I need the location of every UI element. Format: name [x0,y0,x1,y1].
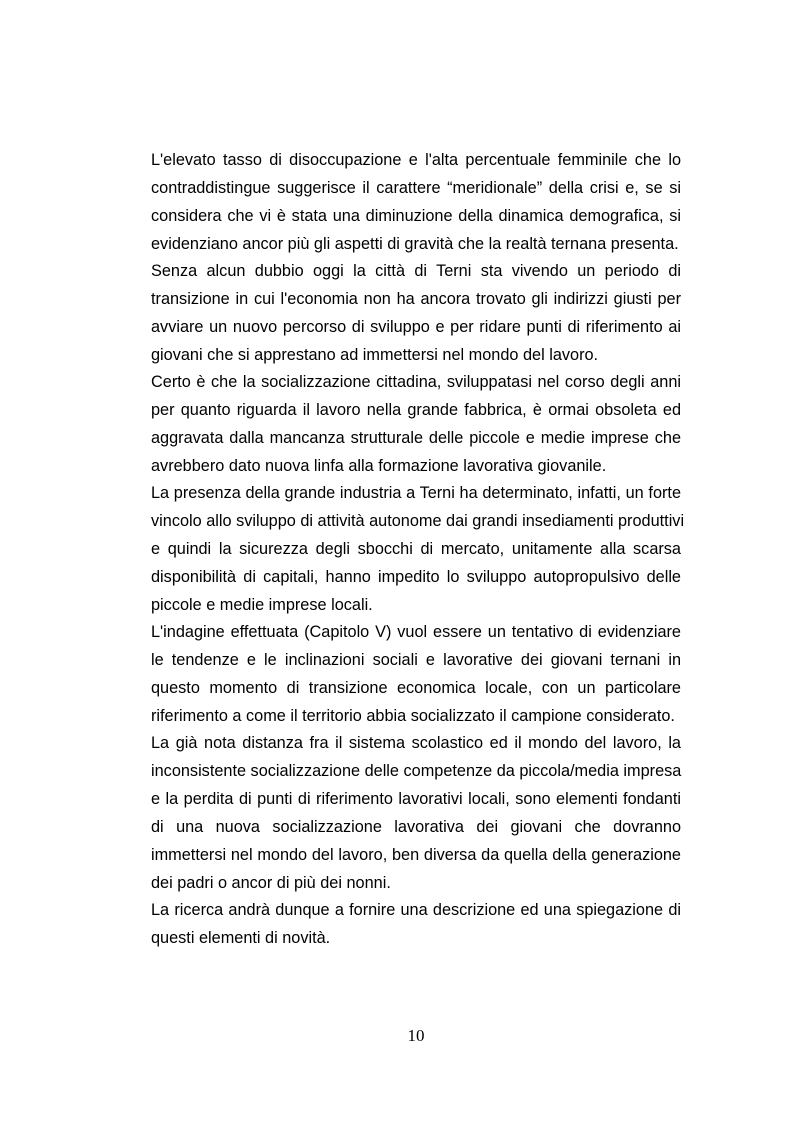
paragraph-1-line-4: evidenziano ancor più gli aspetti di gravità che la realtà ternana presenta. [151,235,679,253]
paragraph-5-line-1: L'indagine effettuata (Capitolo V) vuol essere un tentativo di evidenziare [151,623,681,641]
paragraph-1-line-1: L'elevato tasso di disoccupazione e l'alta percentuale femminile che lo [151,151,681,169]
paragraph-5-line-3: questo momento di transizione economica locale, con un particolare [151,679,681,697]
paragraph-4-line-3: e quindi la sicurezza degli sbocchi di mercato, unitamente alla scarsa [151,540,681,558]
paragraph-2-line-1: Senza alcun dubbio oggi la città di Terni sta vivendo un periodo di [151,262,681,280]
paragraph-7-line-2: questi elementi di novità. [151,929,331,947]
paragraph-6-line-4: di una nuova socializzazione lavorativa dei giovani che dovranno [151,818,681,836]
paragraph-4-line-5: piccole e medie imprese locali. [151,596,373,614]
paragraph-3-line-3: aggravata dalla mancanza strutturale delle piccole e medie imprese che [151,429,681,447]
page-number: 10 [407,1026,425,1045]
paragraph-6-line-5: immettersi nel mondo del lavoro, ben diversa da quella della generazione [151,846,681,864]
paragraph-7-line-1: La ricerca andrà dunque a fornire una descrizione ed una spiegazione di [151,901,681,919]
paragraph-2-line-4: giovani che si apprestano ad immettersi nel mondo del lavoro. [151,346,599,364]
paragraph-1-line-3: considera che vi è stata una diminuzione della dinamica demografica, si [151,207,681,225]
paragraph-2-line-3: avviare un nuovo percorso di sviluppo e per ridare punti di riferimento ai [151,318,681,336]
paragraph-6-line-3: e la perdita di punti di riferimento lavorativi locali, sono elementi fondanti [151,790,681,808]
paragraph-3-line-2: per quanto riguarda il lavoro nella grande fabbrica, è ormai obsoleta ed [151,401,681,419]
paragraph-5-line-4: riferimento a come il territorio abbia socializzato il campione considerato. [151,707,675,725]
paragraph-4-line-2: vincolo allo sviluppo di attività autonome dai grandi insediamenti produttivi [151,512,685,530]
paragraph-4-line-4: disponibilità di capitali, hanno impedito lo sviluppo autopropulsivo delle [151,568,681,586]
paragraph-4-line-1: La presenza della grande industria a Terni ha determinato, infatti, un forte [151,484,681,502]
paragraph-6-line-6: dei padri o ancor di più dei nonni. [151,874,391,892]
paragraph-6-line-2: inconsistente socializzazione delle competenze da piccola/media impresa [151,762,682,780]
paragraph-3-line-4: avrebbero dato nuova linfa alla formazione lavorativa giovanile. [151,457,607,475]
paragraph-1-line-2: contraddistingue suggerisce il carattere “meridionale” della crisi e, se si [151,179,681,197]
paragraph-2-line-2: transizione in cui l'economia non ha ancora trovato gli indirizzi giusti per [151,290,681,308]
paragraph-6-line-1: La già nota distanza fra il sistema scolastico ed il mondo del lavoro, la [151,734,681,752]
paragraph-5-line-2: le tendenze e le inclinazioni sociali e lavorative dei giovani ternani in [151,651,681,669]
paragraph-3-line-1: Certo è che la socializzazione cittadina, sviluppatasi nel corso degli anni [151,373,681,391]
